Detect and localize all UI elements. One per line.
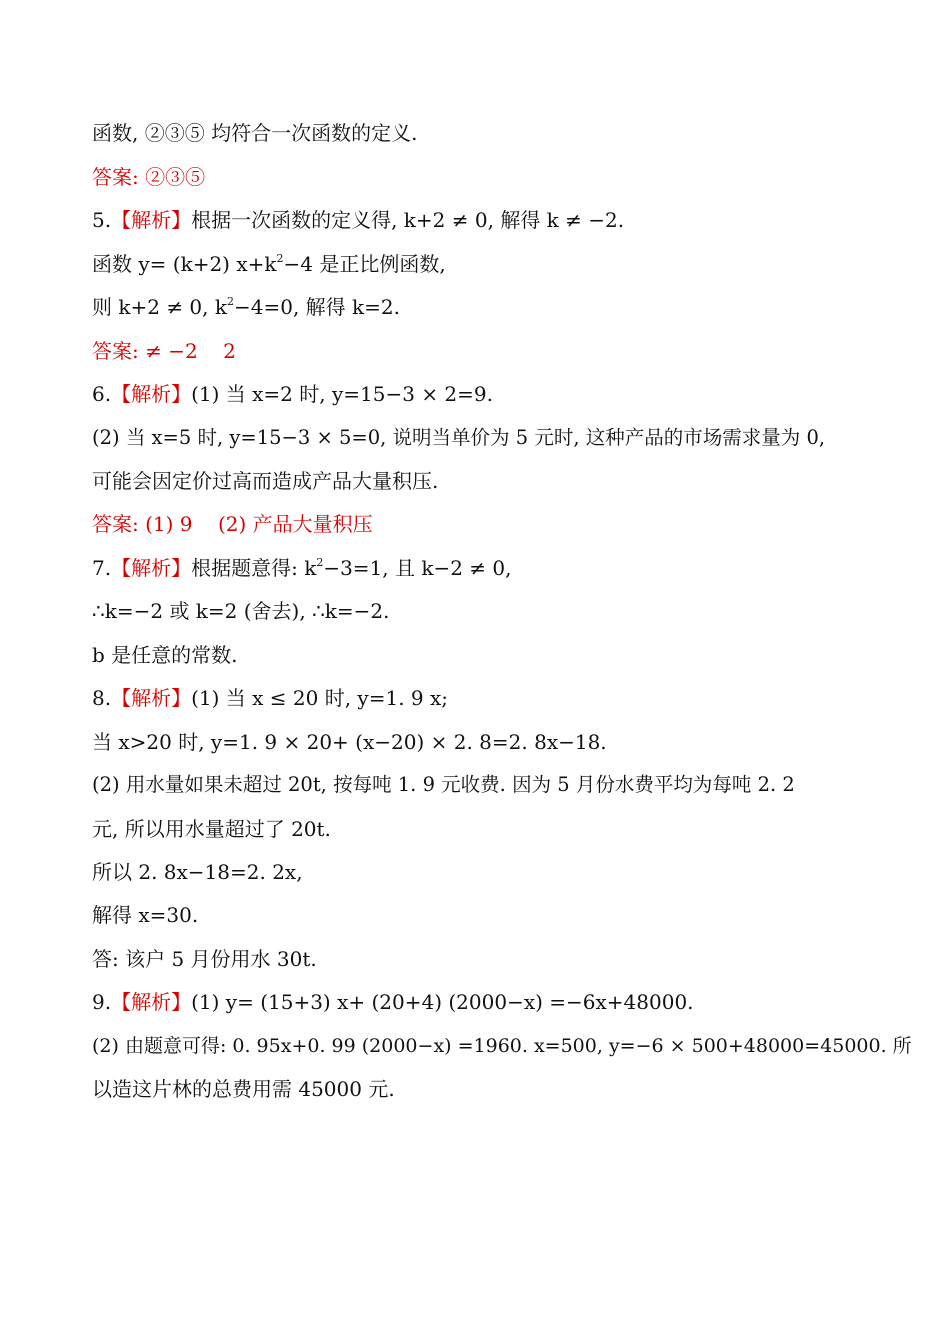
analysis-tag: 【解析】 — [111, 208, 192, 232]
question-number: 7. — [92, 556, 112, 580]
answer-line-1 — [92, 164, 890, 190]
answer-text: (1) 9 (2) 产品大量积压 — [145, 512, 373, 536]
answer-text: ≠ −2 2 — [145, 339, 236, 363]
line-text: 根据一次函数的定义得, k+2 ≠ 0, 解得 k ≠ −2. — [191, 208, 625, 232]
solution-8-heading — [92, 685, 890, 711]
question-number: 9. — [92, 990, 112, 1014]
line-text: 所以 2. 8x−18=2. 2x, — [92, 860, 303, 884]
text-line-15 — [92, 729, 890, 755]
line-text-post: −4=0, 解得 k=2. — [234, 295, 400, 319]
text-line-13 — [92, 642, 890, 668]
text-line-23 — [92, 1076, 890, 1102]
line-text: ∴k=−2 或 k=2 (舍去), ∴k=−2. — [92, 599, 390, 623]
line-text: 可能会因定价过高而造成产品大量积压. — [92, 469, 439, 493]
text-line-12 — [92, 598, 890, 624]
answer-line-3 — [92, 511, 890, 537]
question-number: 6. — [92, 382, 112, 406]
line-text-pre: 函数 y= (k+2) x+k — [92, 252, 277, 276]
superscript: 2 — [276, 252, 284, 266]
line-text: 解得 x=30. — [92, 903, 199, 927]
text-line-4 — [92, 251, 890, 277]
line-text: (1) 当 x ≤ 20 时, y=1. 9 x; — [191, 686, 449, 710]
text-line-22 — [92, 1033, 912, 1059]
text-line-20 — [92, 946, 890, 972]
solution-9-heading — [92, 989, 890, 1015]
answer-text: ②③⑤ — [145, 165, 206, 189]
text-line-5 — [92, 294, 890, 320]
line-text-pre: 根据题意得: k — [191, 556, 317, 580]
line-text: (2) 用水量如果未超过 20t, 按每吨 1. 9 元收费. 因为 5 月份水费平均为每吨 2. 2 — [92, 773, 795, 796]
text-line-9 — [92, 468, 890, 494]
text-line-1 — [92, 120, 890, 146]
solution-6-heading — [92, 381, 890, 407]
solution-7-heading — [92, 555, 890, 581]
solution-5-heading — [92, 207, 890, 233]
line-text-post: −4 是正比例函数, — [283, 252, 446, 276]
analysis-tag: 【解析】 — [111, 990, 192, 1014]
analysis-tag: 【解析】 — [111, 556, 192, 580]
line-text: 函数, ②③⑤ 均符合一次函数的定义. — [92, 121, 418, 145]
text-line-8 — [92, 425, 890, 451]
line-text: 当 x>20 时, y=1. 9 × 20+ (x−20) × 2. 8=2. 8x−18. — [92, 730, 607, 754]
line-text: 以造这片林的总费用需 45000 元. — [92, 1077, 395, 1101]
analysis-tag: 【解析】 — [111, 382, 192, 406]
question-number: 5. — [92, 208, 112, 232]
analysis-tag: 【解析】 — [111, 686, 192, 710]
line-text-pre: 则 k+2 ≠ 0, k — [92, 295, 227, 319]
text-line-18 — [92, 859, 890, 885]
line-text: (1) y= (15+3) x+ (20+4) (2000−x) =−6x+48000. — [191, 990, 694, 1014]
text-line-19 — [92, 902, 890, 928]
line-text: b 是任意的常数. — [92, 643, 238, 667]
line-text: 元, 所以用水量超过了 20t. — [92, 817, 331, 841]
line-text: (2) 当 x=5 时, y=15−3 × 5=0, 说明当单价为 5 元时, 这种产品的市场需求量为 0, — [92, 426, 826, 449]
answer-line-2 — [92, 338, 890, 364]
line-text: (2) 由题意可得: 0. 95x+0. 99 (2000−x) =1960. x=500, y=−6 × 500+48000=45000. 所 — [92, 1035, 912, 1057]
line-text-post: −3=1, 且 k−2 ≠ 0, — [323, 556, 512, 580]
line-text: (1) 当 x=2 时, y=15−3 × 2=9. — [191, 382, 493, 406]
text-line-17 — [92, 816, 890, 842]
question-number: 8. — [92, 686, 112, 710]
answer-label: 答案: — [92, 512, 146, 536]
superscript: 2 — [227, 295, 234, 309]
text-line-16 — [92, 772, 890, 798]
line-text: 答: 该户 5 月份用水 30t. — [92, 947, 317, 971]
answer-label: 答案: — [92, 165, 146, 189]
superscript: 2 — [316, 556, 324, 570]
answer-label: 答案: — [92, 339, 146, 363]
